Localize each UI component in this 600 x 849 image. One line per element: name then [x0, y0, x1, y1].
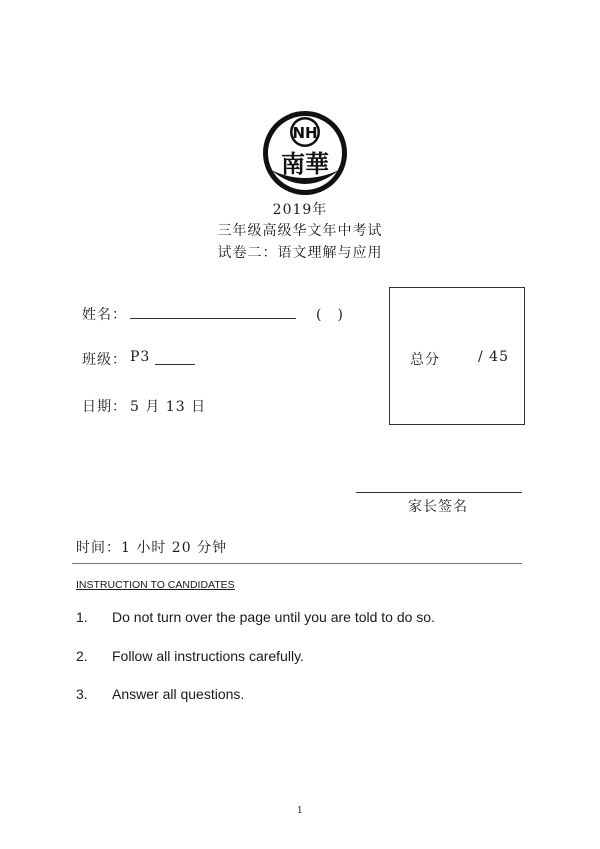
time-allowed: 时间：1 小时 20 分钟 — [76, 540, 228, 556]
instruction-text: Do not turn over the page until you are told to do so. — [112, 609, 435, 625]
logo-monogram: NH — [292, 124, 318, 142]
instruction-number: 1. — [76, 609, 88, 625]
instruction-item — [76, 609, 435, 625]
exam-year: 2019年 — [272, 202, 328, 218]
score-max: / 45 — [478, 349, 509, 365]
exam-title: 三年级高级华文年中考试 — [217, 223, 383, 239]
date-label: 日期： — [82, 399, 127, 415]
instruction-item — [76, 686, 244, 702]
instruction-text: Answer all questions. — [112, 686, 245, 702]
instruction-number: 3. — [76, 686, 88, 702]
signature-line[interactable] — [356, 492, 522, 493]
school-crest-icon — [257, 108, 353, 198]
instruction-item — [76, 648, 304, 664]
paper-title: 试卷二：语文理解与应用 — [217, 245, 383, 261]
class-value: P3 — [130, 349, 151, 365]
instruction-text: Follow all instructions carefully. — [112, 648, 304, 664]
score-box — [389, 287, 525, 425]
class-label: 班级： — [82, 352, 127, 368]
page-number: 1 — [297, 806, 303, 816]
register-number-paren: ( ) — [316, 307, 344, 323]
date-value: 5 月 13 日 — [130, 399, 207, 415]
divider — [72, 563, 522, 564]
logo-name: 南華 — [281, 150, 329, 178]
name-label: 姓名： — [82, 307, 127, 323]
instruction-number: 2. — [76, 648, 88, 664]
school-logo — [257, 108, 353, 198]
class-field-line[interactable] — [155, 364, 195, 365]
signature-label: 家长签名 — [408, 499, 468, 515]
instructions-heading: INSTRUCTION TO CANDIDATES — [76, 579, 235, 591]
score-label: 总分 — [410, 352, 440, 368]
name-field-line[interactable] — [130, 318, 296, 319]
